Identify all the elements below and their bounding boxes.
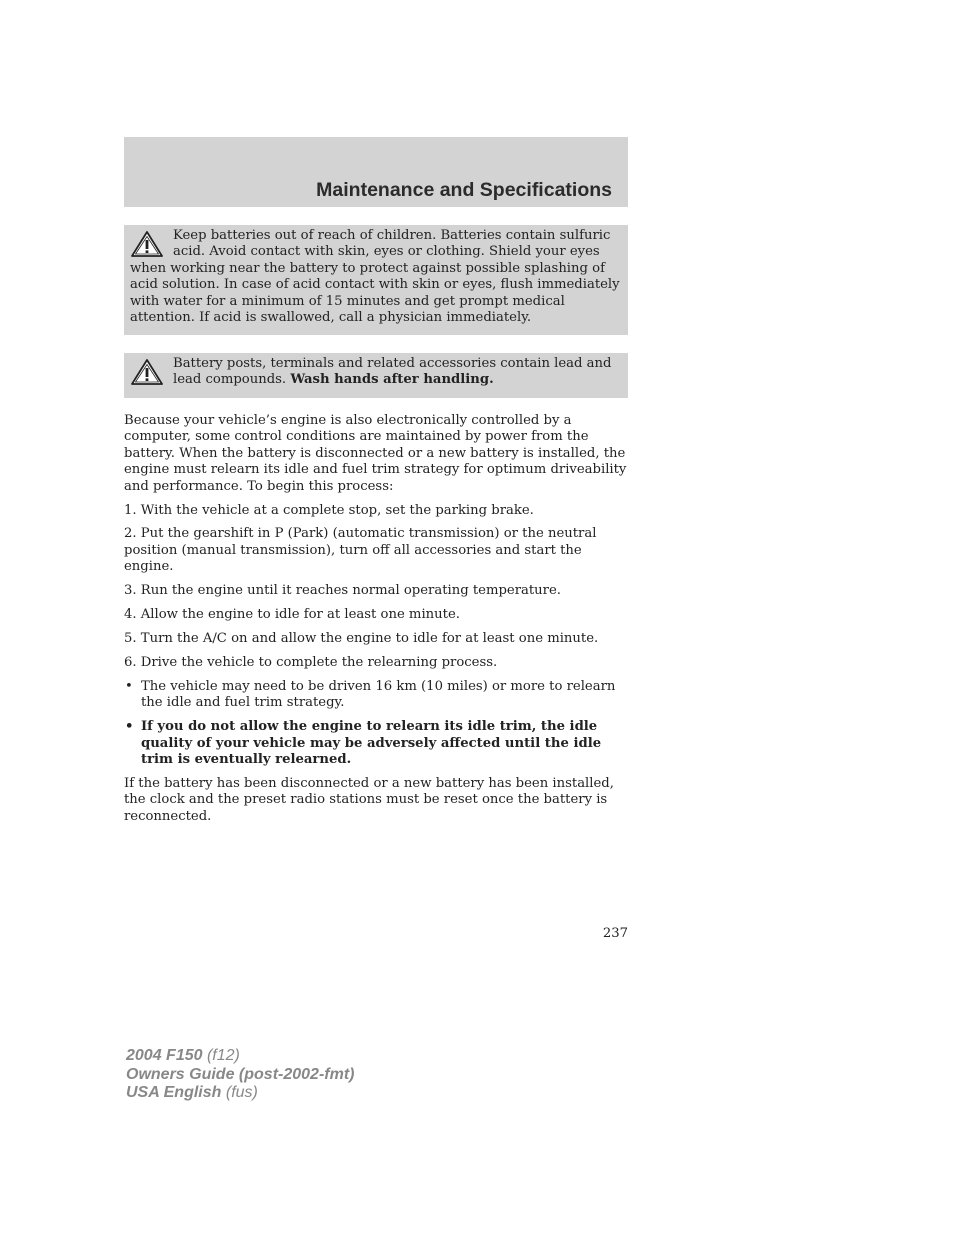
bullet-dot: • xyxy=(125,719,134,735)
bullet-dot: • xyxy=(125,678,133,694)
warning-emphasis: Wash hands after handling. xyxy=(290,372,494,388)
footer-model: 2004 F150 xyxy=(126,1047,203,1064)
section-title: Maintenance and Specifications xyxy=(316,179,612,201)
bullet-text: The vehicle may need to be driven 16 km (10 miles) or more to relearn the idle and fuel trim strategy. xyxy=(141,678,616,711)
warning-text: Keep batteries out of reach of children. Batteries contain sulfuric acid. Avoid contact with skin, eyes or clothing. Shield your eyes when working near the battery to protect against possible splashing of acid solution. In case of acid contact with skin or eyes, flush immediately with water for a minimum of 15 minutes and get prompt medical attention. If acid is swallowed, call a physician immediately. xyxy=(130,228,620,326)
step-item: 4. Allow the engine to idle for at least one minute. xyxy=(124,607,460,623)
warning-box-battery-acid xyxy=(124,225,628,335)
step-item: 6. Drive the vehicle to complete the relearning process. xyxy=(124,654,498,670)
intro-paragraph: Because your vehicle’s engine is also electronically controlled by a computer, some control conditions are maintained by power from the battery. When the battery is disconnected or a new battery is installed, the engine must relearn its idle and fuel trim strategy for optimum driveability and performance. To begin this process: xyxy=(124,413,627,494)
bullet-item xyxy=(124,679,628,712)
step-item: 5. Turn the A/C on and allow the engine to idle for at least one minute. xyxy=(124,630,599,646)
warning-triangle-icon xyxy=(130,230,166,260)
step-item: 3. Run the engine until it reaches normal operating temperature. xyxy=(124,583,561,599)
bullet-item-warning xyxy=(124,719,628,768)
section-header-band xyxy=(124,137,628,207)
footer-language: USA English xyxy=(126,1084,222,1101)
footer-guide: Owners Guide (post-2002-fmt) xyxy=(126,1065,355,1083)
page-number: 237 xyxy=(602,926,628,941)
warning-box-lead xyxy=(124,353,628,398)
body-content xyxy=(124,413,628,833)
warning-triangle-icon xyxy=(130,358,166,388)
closing-paragraph: If the battery has been disconnected or a new battery has been installed, the clock and the preset radio stations must be reset once the battery is reconnected. xyxy=(124,775,614,824)
footer-model-code: (f12) xyxy=(202,1047,240,1064)
step-item: 2. Put the gearshift in P (Park) (automatic transmission) or the neutral position (manual transmission), turn off all accessories and start the engine. xyxy=(124,526,597,575)
footer-language-code: (fus) xyxy=(221,1084,258,1101)
warning-text: Battery posts, terminals and related accessories contain lead and lead compounds. xyxy=(173,356,612,388)
document-footer xyxy=(126,1047,354,1103)
step-item: 1. With the vehicle at a complete stop, set the parking brake. xyxy=(124,502,534,518)
footer-line-guide xyxy=(126,1066,354,1085)
footer-line-language xyxy=(126,1084,354,1103)
bullet-text: If you do not allow the engine to relearn its idle trim, the idle quality of your vehicle may be adversely affected until the idle trim is eventually relearned. xyxy=(141,719,602,767)
footer-line-model xyxy=(126,1047,354,1066)
